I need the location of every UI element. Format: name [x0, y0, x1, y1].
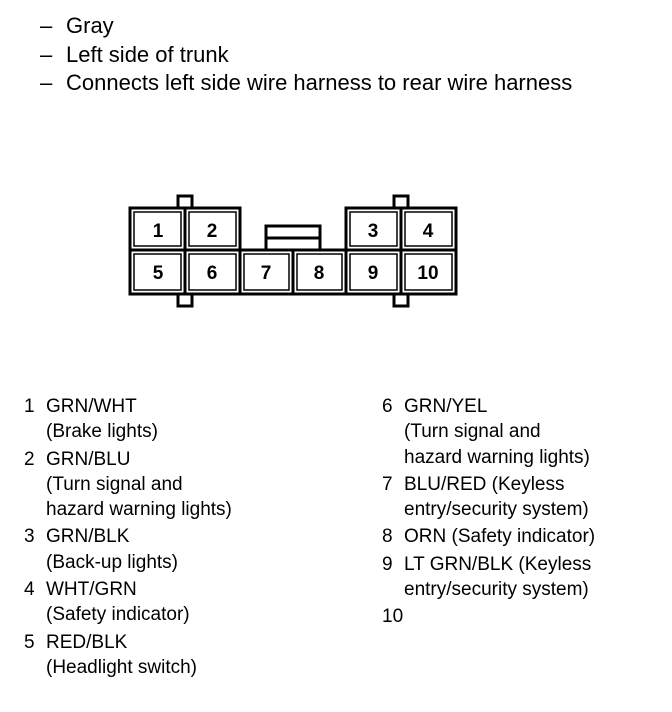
pin-entry-5 — [24, 630, 344, 681]
info-connects: – Connects left side wire harness to rear wire harness — [40, 70, 573, 95]
pin-number: 6 — [382, 396, 393, 417]
pin-wire-color: RED/BLK — [46, 631, 128, 653]
pin-entry-8 — [382, 524, 662, 549]
pin-function: (Safety indicator) — [446, 526, 596, 548]
cavity-9: 9 — [367, 263, 379, 284]
pin-function: (Turn signal and — [404, 421, 541, 443]
pin-number: 7 — [382, 473, 393, 495]
pin-function: entry/security system) — [404, 579, 589, 601]
pin-number: 4 — [24, 579, 35, 601]
info-color: – Gray — [40, 13, 114, 38]
cavity-8: 8 — [313, 263, 325, 284]
pin-function: (Keyless — [513, 553, 592, 575]
pin-entry-1 — [24, 394, 344, 445]
bottom-right-tab — [394, 294, 408, 306]
bottom-left-tab — [178, 294, 192, 306]
pin-function: hazard warning lights) — [404, 446, 590, 468]
pin-wire-color: LT GRN/BLK — [404, 553, 514, 575]
pin-wire-color: GRN/BLK — [46, 526, 130, 548]
pin-function: (Keyless — [486, 473, 565, 495]
pin-entry-7 — [382, 472, 662, 523]
pin-entry-9 — [382, 552, 662, 603]
cavity-3: 3 — [367, 221, 379, 242]
pin-number: 1 — [24, 396, 35, 417]
pin-function: entry/security system) — [404, 499, 589, 521]
pin-function: hazard warning lights) — [46, 499, 232, 521]
pin-wire-color: BLU/RED — [404, 473, 487, 495]
pin-function: (Headlight switch) — [46, 656, 197, 678]
pin-number: 10 — [382, 606, 404, 628]
pin-wire-color: WHT/GRN — [46, 579, 137, 601]
cavity-7: 7 — [260, 263, 272, 284]
pin-number: 3 — [24, 526, 35, 548]
pin-function: (Turn signal and — [46, 473, 183, 495]
pin-wire-color: GRN/YEL — [404, 396, 488, 417]
pin-wire-color: ORN — [404, 526, 447, 548]
cavity-10: 10 — [417, 263, 439, 284]
pin-number: 8 — [382, 526, 393, 548]
pin-entry-3 — [24, 524, 344, 575]
pin-entry-2 — [24, 447, 344, 523]
pin-entry-4 — [24, 577, 344, 628]
cavity-4: 4 — [422, 221, 434, 242]
pin-function: (Brake lights) — [46, 421, 158, 443]
pin-list-right — [382, 394, 662, 632]
cavity-5: 5 — [152, 263, 164, 284]
cavity-1: 1 — [152, 221, 164, 242]
pin-entry-6 — [382, 394, 662, 470]
top-left-tab — [178, 196, 192, 208]
pin-number: 5 — [24, 631, 35, 653]
pin-number: 9 — [382, 553, 393, 575]
pin-number: 2 — [24, 448, 35, 470]
cavity-2: 2 — [206, 221, 218, 242]
pin-function: (Back-up lights) — [46, 551, 178, 573]
pin-list-left — [24, 394, 344, 682]
pin-wire-color: GRN/WHT — [46, 396, 137, 417]
pin-wire-color: GRN/BLU — [46, 448, 131, 470]
top-right-tab — [394, 196, 408, 208]
pin-function: (Safety indicator) — [46, 604, 190, 626]
pin-entry-10 — [382, 604, 662, 629]
info-location: – Left side of trunk — [40, 41, 229, 67]
cavity-6: 6 — [206, 263, 218, 284]
